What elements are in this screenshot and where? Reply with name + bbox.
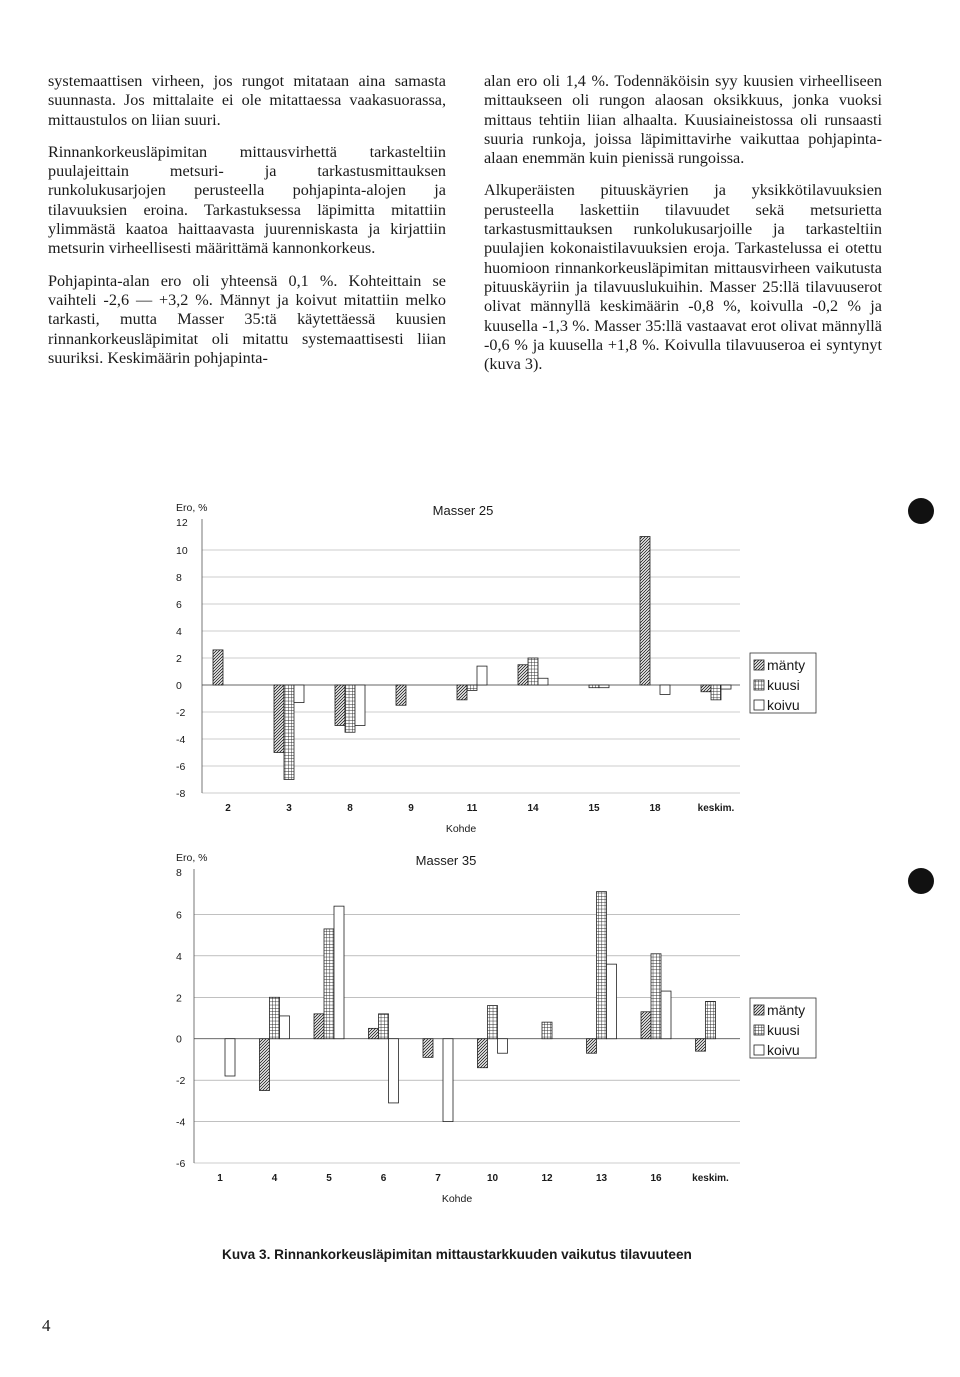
legend-swatch — [754, 1025, 764, 1035]
bar-m35-diag — [478, 1039, 488, 1068]
y-axis-label: Ero, % — [176, 502, 208, 514]
paragraph: Alkuperäisten pituuskäyrien ja yksikkötilavuuksien perusteella laskettiin tilavuudet sekä metsurietta tarkastusmittauksen runkolukusarjoille ja tarkasteltiin puulajien kokonaistilavuuksien eroja. Tarkastelussa ei otettu huomioon rinnankorkeusläpimitan mittausvirheen vaikutusta pituuskäyriin ja tilavuuslukuihin. Masser 25:llä tilavuuserot olivat männyllä keskimäärin -0,8 %, koivulla -0,2 % ja kuusella -1,3 %. Masser 35:llä vastaavat erot olivat männyllä -0,6 % ja kuusella +1,8 %. Koivulla tilavuuseroa ei syntynyt (kuva 3). — [484, 181, 882, 374]
bar-m25-blank — [477, 666, 487, 685]
y-tick-label: -2 — [176, 707, 186, 719]
y-tick-label: 6 — [176, 909, 182, 922]
bar-m35-grid — [379, 1014, 389, 1039]
bar-m25-diag — [640, 537, 650, 686]
legend-label: mänty — [767, 657, 806, 673]
bar-m35-blank — [661, 991, 671, 1039]
y-tick-label: -2 — [176, 1075, 186, 1088]
page-number: 4 — [42, 1316, 51, 1335]
x-tick-label: 9 — [408, 803, 414, 814]
legend-label: kuusi — [767, 677, 800, 693]
bar-m35-grid — [542, 1022, 552, 1039]
bar-m35-diag — [260, 1039, 270, 1091]
legend-swatch — [754, 680, 764, 690]
x-tick-label: 4 — [271, 1173, 278, 1184]
chart-title: Masser 35 — [415, 853, 477, 868]
y-tick-label: 4 — [176, 626, 182, 638]
legend-label: kuusi — [767, 1022, 800, 1038]
y-tick-label: -4 — [176, 1116, 186, 1129]
x-tick-label: 18 — [649, 803, 661, 814]
y-tick-label: 4 — [176, 950, 182, 963]
paragraph: Rinnankorkeusläpimitan mittausvirhettä tarkasteltiin puulajeittain metsuri- ja tarkastusmittauksen runkolukusarjojen perusteella pohjapinta-alojen ja tilavuuksien eroina. Tarkastuksessa läpimitta mitattiin ylimmästä kaatoa haittaavasta juurenniskasta ja kirjattiin metsurin virheellisesti määrittämä kannonkorkeus. — [48, 142, 446, 258]
paragraph: Pohjapinta-alan ero oli yhteensä 0,1 %. Kohteittain se vaihteli -2,6 — +3,2 %. Männyt ja koivut mitattiin melko tarkasti, mutta Masser 35:tä käytettäessä kuusien rinnankorkeusläpimitat oli mitattu systemaattisesti liian suuriksi. Keskimäärin pohjapinta- — [48, 271, 446, 367]
x-tick-label: 2 — [225, 803, 231, 814]
x-axis-label: Kohde — [445, 823, 477, 835]
y-tick-label: 2 — [176, 653, 182, 665]
bar-m25-blank — [355, 685, 365, 726]
bar-m35-diag — [641, 1012, 651, 1039]
bar-m35-blank — [389, 1039, 399, 1103]
bar-m25-blank — [538, 678, 548, 685]
y-tick-label: 8 — [176, 572, 182, 584]
x-tick-label: 10 — [486, 1173, 499, 1184]
bar-m35-diag — [587, 1039, 597, 1054]
bar-m25-diag — [701, 685, 711, 692]
chart-title: Masser 25 — [432, 503, 494, 518]
bar-m25-diag — [274, 685, 284, 753]
bar-m25-blank — [721, 685, 731, 689]
y-tick-label: 0 — [176, 680, 182, 692]
x-tick-label: 14 — [527, 803, 539, 814]
x-tick-label: 16 — [650, 1173, 662, 1184]
legend-swatch — [754, 660, 764, 670]
x-tick-label: 12 — [541, 1173, 553, 1184]
x-tick-label: 15 — [588, 803, 600, 814]
bar-m35-blank — [334, 906, 344, 1039]
bar-m35-diag — [369, 1028, 379, 1038]
y-tick-label: 10 — [176, 545, 188, 557]
x-tick-label: keskim. — [697, 803, 735, 814]
bar-m25-diag — [213, 650, 223, 685]
legend-swatch — [754, 700, 764, 710]
y-axis-label: Ero, % — [176, 852, 208, 864]
black-dot-marker — [908, 498, 934, 524]
bar-m25-grid — [345, 685, 355, 732]
bar-m35-blank — [498, 1039, 508, 1054]
x-tick-label: 6 — [380, 1173, 387, 1184]
bar-m25-grid — [589, 685, 599, 688]
bar-m35-blank — [225, 1039, 235, 1076]
x-tick-label: 13 — [595, 1173, 608, 1184]
bar-m25-grid — [284, 685, 294, 780]
bar-m35-blank — [443, 1039, 453, 1122]
legend-swatch — [754, 1045, 764, 1055]
x-tick-label: 11 — [466, 803, 478, 814]
bar-m35-diag — [696, 1039, 706, 1051]
paragraph: alan ero oli 1,4 %. Todennäköisin syy kuusien virheelliseen mittaukseen oli rungon alaosan oksikkuus, jonka vuoksi mittaus tehtiin liian alhaalta. Kuusiaineistossa oli runsaasti suuria runkoja, joissa läpimittavirhe vaikuttaa pohjapinta-alaan enemmän kuin pienissä rungoissa. — [484, 72, 882, 168]
x-tick-label: 3 — [286, 803, 292, 814]
bar-m25-diag — [518, 665, 528, 685]
bar-m25-diag — [335, 685, 345, 726]
bar-m35-grid — [488, 1006, 498, 1039]
bar-m35-blank — [607, 964, 617, 1039]
y-tick-label: -8 — [176, 788, 186, 800]
bar-m35-grid — [270, 997, 280, 1038]
legend-swatch — [754, 1005, 764, 1015]
bar-m35-diag — [423, 1039, 433, 1058]
y-tick-label: -4 — [176, 734, 186, 746]
bar-m35-diag — [314, 1014, 324, 1039]
y-tick-label: 8 — [176, 867, 182, 879]
figure-caption: Kuva 3. Rinnankorkeusläpimitan mittaustarkkuuden vaikutus tilavuuteen — [222, 1247, 692, 1262]
bar-m25-grid — [528, 658, 538, 685]
bar-m25-grid — [711, 685, 721, 700]
y-tick-label: -6 — [176, 761, 186, 773]
legend-label: mänty — [767, 1002, 806, 1018]
x-tick-label: 5 — [326, 1173, 332, 1184]
y-tick-label: -6 — [176, 1158, 186, 1170]
black-dot-marker — [908, 868, 934, 894]
y-tick-label: 2 — [176, 992, 182, 1005]
legend-label: koivu — [767, 697, 800, 713]
bar-m35-grid — [651, 954, 661, 1039]
x-tick-label: 8 — [347, 803, 353, 814]
bar-m25-diag — [396, 685, 406, 705]
x-axis-label: Kohde — [441, 1193, 473, 1205]
bar-m25-blank — [599, 685, 609, 688]
y-tick-label: 12 — [176, 517, 188, 529]
paragraph: systemaattisen virheen, jos rungot mitataan aina samasta suunnasta. Jos mittalaite ei ole mitattaessa vaakasuorassa, mittaustulos on liian suuri. — [48, 72, 446, 129]
bar-m25-grid — [467, 685, 477, 690]
bar-m35-grid — [324, 929, 334, 1039]
bar-m25-diag — [457, 685, 467, 700]
x-tick-label: keskim. — [692, 1173, 729, 1184]
bar-m25-blank — [660, 685, 670, 694]
legend-label: koivu — [767, 1042, 800, 1058]
bar-m35-grid — [597, 892, 607, 1039]
y-tick-label: 0 — [176, 1033, 182, 1046]
bar-m25-blank — [294, 685, 304, 703]
x-tick-label: 7 — [435, 1173, 441, 1184]
bar-m35-blank — [280, 1016, 290, 1039]
bar-m35-grid — [706, 1001, 716, 1038]
x-tick-label: 1 — [217, 1173, 223, 1184]
y-tick-label: 6 — [176, 599, 182, 611]
